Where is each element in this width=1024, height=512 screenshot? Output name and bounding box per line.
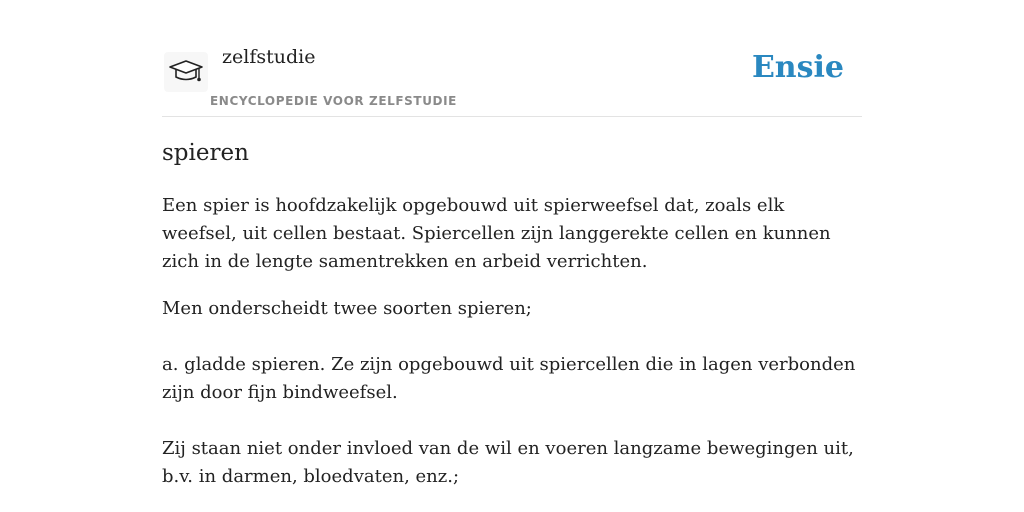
- article-paragraph: Een spier is hoofdzakelijk opgebouwd uit spierweefsel dat, zoals elk weefsel, uit cellen bestaat. Spiercellen zijn langgerekte cellen en kunnen zich in de lengte samentrekken en arbeid verrichten.: [162, 195, 831, 272]
- site-logo[interactable]: [164, 52, 208, 92]
- site-name[interactable]: zelfstudie: [222, 46, 316, 68]
- article-spacer: [162, 323, 862, 351]
- article-spacer: [162, 407, 862, 435]
- site-subtitle: ENCYCLOPEDIE VOOR ZELFSTUDIE: [210, 94, 457, 108]
- article-paragraph: Men onderscheidt twee soorten spieren;: [162, 298, 532, 319]
- site-header: [162, 40, 862, 117]
- article-title: spieren: [162, 140, 249, 166]
- ensie-brand-link[interactable]: Ensie: [751, 50, 844, 85]
- graduation-cap-icon: [168, 57, 204, 87]
- article-body: [162, 192, 862, 491]
- article-paragraph: a. gladde spieren. Ze zijn opgebouwd uit spiercellen die in lagen verbonden zijn door fijn bindweefsel.: [162, 354, 856, 403]
- article-paragraph: Zij staan niet onder invloed van de wil en voeren langzame bewegingen uit, b.v. in darmen, bloedvaten, enz.;: [162, 438, 854, 487]
